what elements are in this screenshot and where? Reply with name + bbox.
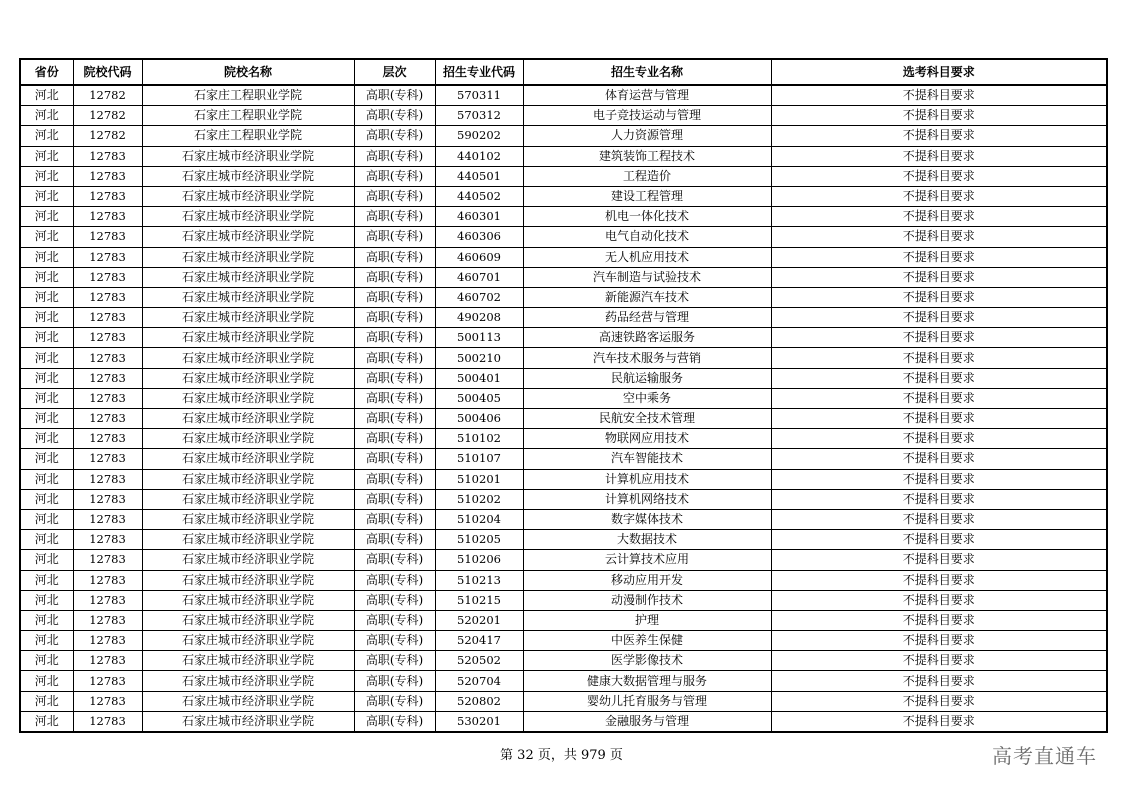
cell-subject-requirement: 不提科目要求 <box>771 85 1107 106</box>
cell-major-code: 460306 <box>435 227 523 247</box>
cell-major-name: 计算机网络技术 <box>523 489 771 509</box>
cell-major-name: 电气自动化技术 <box>523 227 771 247</box>
cell-major-code: 520802 <box>435 691 523 711</box>
cell-major-code: 500401 <box>435 368 523 388</box>
cell-major-code: 520201 <box>435 610 523 630</box>
cell-major-name: 建设工程管理 <box>523 186 771 206</box>
cell-school-name: 石家庄城市经济职业学院 <box>142 570 354 590</box>
cell-major-name: 电子竞技运动与管理 <box>523 106 771 126</box>
cell-subject-requirement: 不提科目要求 <box>771 106 1107 126</box>
cell-school-name: 石家庄城市经济职业学院 <box>142 671 354 691</box>
cell-province: 河北 <box>20 146 73 166</box>
cell-school-code: 12783 <box>73 328 142 348</box>
cell-subject-requirement: 不提科目要求 <box>771 388 1107 408</box>
cell-province: 河北 <box>20 308 73 328</box>
cell-level: 高职(专科) <box>354 308 435 328</box>
table-row <box>20 671 1107 691</box>
cell-province: 河北 <box>20 409 73 429</box>
cell-major-code: 510201 <box>435 469 523 489</box>
table-row <box>20 146 1107 166</box>
cell-subject-requirement: 不提科目要求 <box>771 267 1107 287</box>
table-row <box>20 489 1107 509</box>
cell-school-code: 12783 <box>73 429 142 449</box>
cell-school-code: 12783 <box>73 409 142 429</box>
cell-school-code: 12783 <box>73 711 142 732</box>
cell-major-name: 大数据技术 <box>523 530 771 550</box>
table-row <box>20 469 1107 489</box>
cell-major-name: 云计算技术应用 <box>523 550 771 570</box>
cell-major-name: 健康大数据管理与服务 <box>523 671 771 691</box>
cell-school-code: 12783 <box>73 671 142 691</box>
header-major-code: 招生专业代码 <box>435 59 523 85</box>
cell-school-name: 石家庄城市经济职业学院 <box>142 287 354 307</box>
cell-major-code: 530201 <box>435 711 523 732</box>
cell-school-code: 12783 <box>73 469 142 489</box>
cell-level: 高职(专科) <box>354 348 435 368</box>
table-row <box>20 509 1107 529</box>
cell-level: 高职(专科) <box>354 267 435 287</box>
cell-subject-requirement: 不提科目要求 <box>771 409 1107 429</box>
cell-school-name: 石家庄城市经济职业学院 <box>142 550 354 570</box>
cell-major-name: 工程造价 <box>523 166 771 186</box>
cell-level: 高职(专科) <box>354 691 435 711</box>
cell-subject-requirement: 不提科目要求 <box>771 126 1107 146</box>
cell-school-code: 12782 <box>73 126 142 146</box>
cell-major-name: 新能源汽车技术 <box>523 287 771 307</box>
cell-major-name: 民航运输服务 <box>523 368 771 388</box>
cell-province: 河北 <box>20 590 73 610</box>
cell-level: 高职(专科) <box>354 85 435 106</box>
cell-province: 河北 <box>20 186 73 206</box>
cell-province: 河北 <box>20 509 73 529</box>
cell-province: 河北 <box>20 691 73 711</box>
header-major-name: 招生专业名称 <box>523 59 771 85</box>
cell-level: 高职(专科) <box>354 610 435 630</box>
table-row <box>20 530 1107 550</box>
cell-major-code: 510215 <box>435 590 523 610</box>
cell-school-name: 石家庄城市经济职业学院 <box>142 590 354 610</box>
table-row <box>20 166 1107 186</box>
cell-major-code: 510206 <box>435 550 523 570</box>
header-province: 省份 <box>20 59 73 85</box>
cell-major-name: 药品经营与管理 <box>523 308 771 328</box>
table-row <box>20 429 1107 449</box>
cell-province: 河北 <box>20 711 73 732</box>
cell-school-name: 石家庄城市经济职业学院 <box>142 146 354 166</box>
cell-school-name: 石家庄城市经济职业学院 <box>142 711 354 732</box>
cell-province: 河北 <box>20 550 73 570</box>
cell-level: 高职(专科) <box>354 207 435 227</box>
cell-school-name: 石家庄工程职业学院 <box>142 85 354 106</box>
cell-major-name: 移动应用开发 <box>523 570 771 590</box>
cell-level: 高职(专科) <box>354 368 435 388</box>
cell-major-name: 空中乘务 <box>523 388 771 408</box>
cell-major-code: 570312 <box>435 106 523 126</box>
cell-subject-requirement: 不提科目要求 <box>771 530 1107 550</box>
cell-major-code: 460609 <box>435 247 523 267</box>
cell-major-name: 金融服务与管理 <box>523 711 771 732</box>
cell-school-code: 12782 <box>73 85 142 106</box>
cell-level: 高职(专科) <box>354 429 435 449</box>
cell-level: 高职(专科) <box>354 126 435 146</box>
cell-school-code: 12783 <box>73 308 142 328</box>
cell-major-name: 婴幼儿托育服务与管理 <box>523 691 771 711</box>
cell-subject-requirement: 不提科目要求 <box>771 368 1107 388</box>
table-row <box>20 308 1107 328</box>
cell-major-code: 460702 <box>435 287 523 307</box>
cell-major-code: 570311 <box>435 85 523 106</box>
cell-school-name: 石家庄城市经济职业学院 <box>142 469 354 489</box>
cell-major-code: 500210 <box>435 348 523 368</box>
cell-province: 河北 <box>20 328 73 348</box>
cell-level: 高职(专科) <box>354 186 435 206</box>
cell-school-code: 12783 <box>73 287 142 307</box>
cell-school-code: 12783 <box>73 146 142 166</box>
cell-subject-requirement: 不提科目要求 <box>771 247 1107 267</box>
cell-level: 高职(专科) <box>354 671 435 691</box>
cell-level: 高职(专科) <box>354 146 435 166</box>
cell-level: 高职(专科) <box>354 570 435 590</box>
cell-school-code: 12782 <box>73 106 142 126</box>
cell-school-name: 石家庄城市经济职业学院 <box>142 207 354 227</box>
cell-subject-requirement: 不提科目要求 <box>771 308 1107 328</box>
cell-school-code: 12783 <box>73 247 142 267</box>
cell-school-code: 12783 <box>73 166 142 186</box>
table-row <box>20 691 1107 711</box>
cell-province: 河北 <box>20 610 73 630</box>
cell-province: 河北 <box>20 207 73 227</box>
cell-major-code: 510102 <box>435 429 523 449</box>
cell-subject-requirement: 不提科目要求 <box>771 328 1107 348</box>
cell-school-name: 石家庄城市经济职业学院 <box>142 409 354 429</box>
cell-province: 河北 <box>20 85 73 106</box>
cell-major-name: 物联网应用技术 <box>523 429 771 449</box>
cell-province: 河北 <box>20 227 73 247</box>
cell-major-code: 510202 <box>435 489 523 509</box>
cell-school-code: 12783 <box>73 570 142 590</box>
cell-level: 高职(专科) <box>354 409 435 429</box>
cell-subject-requirement: 不提科目要求 <box>771 429 1107 449</box>
cell-province: 河北 <box>20 388 73 408</box>
cell-level: 高职(专科) <box>354 631 435 651</box>
cell-school-code: 12783 <box>73 691 142 711</box>
cell-province: 河北 <box>20 267 73 287</box>
cell-school-name: 石家庄城市经济职业学院 <box>142 388 354 408</box>
cell-major-name: 体育运营与管理 <box>523 85 771 106</box>
cell-school-name: 石家庄城市经济职业学院 <box>142 530 354 550</box>
cell-province: 河北 <box>20 651 73 671</box>
cell-province: 河北 <box>20 449 73 469</box>
table-row <box>20 651 1107 671</box>
cell-subject-requirement: 不提科目要求 <box>771 550 1107 570</box>
cell-major-code: 500405 <box>435 388 523 408</box>
cell-level: 高职(专科) <box>354 711 435 732</box>
cell-subject-requirement: 不提科目要求 <box>771 631 1107 651</box>
cell-province: 河北 <box>20 126 73 146</box>
cell-major-name: 建筑装饰工程技术 <box>523 146 771 166</box>
cell-subject-requirement: 不提科目要求 <box>771 449 1107 469</box>
cell-major-code: 440102 <box>435 146 523 166</box>
cell-school-name: 石家庄城市经济职业学院 <box>142 489 354 509</box>
cell-school-code: 12783 <box>73 186 142 206</box>
header-subject-requirement: 选考科目要求 <box>771 59 1107 85</box>
cell-major-name: 汽车制造与试验技术 <box>523 267 771 287</box>
cell-subject-requirement: 不提科目要求 <box>771 570 1107 590</box>
cell-subject-requirement: 不提科目要求 <box>771 651 1107 671</box>
cell-level: 高职(专科) <box>354 247 435 267</box>
cell-school-name: 石家庄城市经济职业学院 <box>142 631 354 651</box>
cell-major-name: 人力资源管理 <box>523 126 771 146</box>
cell-level: 高职(专科) <box>354 388 435 408</box>
table-row <box>20 449 1107 469</box>
cell-major-code: 460701 <box>435 267 523 287</box>
cell-major-name: 汽车智能技术 <box>523 449 771 469</box>
table-row <box>20 267 1107 287</box>
cell-school-name: 石家庄工程职业学院 <box>142 126 354 146</box>
cell-school-name: 石家庄城市经济职业学院 <box>142 267 354 287</box>
cell-province: 河北 <box>20 530 73 550</box>
cell-province: 河北 <box>20 570 73 590</box>
cell-school-name: 石家庄城市经济职业学院 <box>142 368 354 388</box>
cell-subject-requirement: 不提科目要求 <box>771 489 1107 509</box>
cell-major-name: 中医养生保健 <box>523 631 771 651</box>
cell-province: 河北 <box>20 348 73 368</box>
cell-province: 河北 <box>20 166 73 186</box>
cell-level: 高职(专科) <box>354 227 435 247</box>
cell-major-code: 500113 <box>435 328 523 348</box>
table-row <box>20 227 1107 247</box>
cell-school-code: 12783 <box>73 489 142 509</box>
cell-level: 高职(专科) <box>354 166 435 186</box>
cell-level: 高职(专科) <box>354 469 435 489</box>
cell-subject-requirement: 不提科目要求 <box>771 610 1107 630</box>
table-body <box>20 85 1107 732</box>
page-number: 第 32 页，共 979 页 <box>500 748 623 763</box>
cell-major-name: 无人机应用技术 <box>523 247 771 267</box>
cell-major-code: 510204 <box>435 509 523 529</box>
cell-province: 河北 <box>20 631 73 651</box>
cell-school-code: 12783 <box>73 590 142 610</box>
cell-school-code: 12783 <box>73 631 142 651</box>
table-row <box>20 287 1107 307</box>
cell-school-name: 石家庄工程职业学院 <box>142 106 354 126</box>
cell-major-name: 医学影像技术 <box>523 651 771 671</box>
table-row <box>20 711 1107 732</box>
cell-subject-requirement: 不提科目要求 <box>771 469 1107 489</box>
table-row <box>20 368 1107 388</box>
cell-school-name: 石家庄城市经济职业学院 <box>142 227 354 247</box>
cell-level: 高职(专科) <box>354 651 435 671</box>
cell-major-name: 数字媒体技术 <box>523 509 771 529</box>
cell-school-name: 石家庄城市经济职业学院 <box>142 247 354 267</box>
cell-school-code: 12783 <box>73 651 142 671</box>
cell-major-name: 动漫制作技术 <box>523 590 771 610</box>
cell-province: 河北 <box>20 106 73 126</box>
cell-major-name: 计算机应用技术 <box>523 469 771 489</box>
table-row <box>20 328 1107 348</box>
table-row <box>20 348 1107 368</box>
cell-province: 河北 <box>20 368 73 388</box>
cell-school-name: 石家庄城市经济职业学院 <box>142 186 354 206</box>
cell-province: 河北 <box>20 429 73 449</box>
cell-school-name: 石家庄城市经济职业学院 <box>142 509 354 529</box>
cell-major-name: 机电一体化技术 <box>523 207 771 227</box>
cell-subject-requirement: 不提科目要求 <box>771 590 1107 610</box>
header-school-name: 院校名称 <box>142 59 354 85</box>
cell-province: 河北 <box>20 671 73 691</box>
header-row <box>20 59 1107 85</box>
table-row <box>20 570 1107 590</box>
cell-major-code: 460301 <box>435 207 523 227</box>
cell-school-name: 石家庄城市经济职业学院 <box>142 449 354 469</box>
cell-school-code: 12783 <box>73 348 142 368</box>
cell-school-code: 12783 <box>73 227 142 247</box>
admission-table <box>19 58 1108 733</box>
cell-level: 高职(专科) <box>354 550 435 570</box>
cell-school-code: 12783 <box>73 267 142 287</box>
table-row <box>20 550 1107 570</box>
cell-subject-requirement: 不提科目要求 <box>771 186 1107 206</box>
cell-school-name: 石家庄城市经济职业学院 <box>142 308 354 328</box>
cell-subject-requirement: 不提科目要求 <box>771 711 1107 732</box>
table-row <box>20 207 1107 227</box>
cell-province: 河北 <box>20 247 73 267</box>
table-row <box>20 590 1107 610</box>
cell-school-name: 石家庄城市经济职业学院 <box>142 610 354 630</box>
cell-major-code: 500406 <box>435 409 523 429</box>
header-level: 层次 <box>354 59 435 85</box>
table-header <box>20 59 1107 85</box>
cell-major-name: 高速铁路客运服务 <box>523 328 771 348</box>
cell-major-code: 440501 <box>435 166 523 186</box>
table-row <box>20 610 1107 630</box>
cell-subject-requirement: 不提科目要求 <box>771 509 1107 529</box>
cell-major-name: 民航安全技术管理 <box>523 409 771 429</box>
cell-subject-requirement: 不提科目要求 <box>771 348 1107 368</box>
cell-subject-requirement: 不提科目要求 <box>771 671 1107 691</box>
cell-level: 高职(专科) <box>354 328 435 348</box>
cell-school-code: 12783 <box>73 610 142 630</box>
cell-major-code: 510205 <box>435 530 523 550</box>
cell-level: 高职(专科) <box>354 590 435 610</box>
cell-subject-requirement: 不提科目要求 <box>771 691 1107 711</box>
cell-school-code: 12783 <box>73 368 142 388</box>
cell-school-name: 石家庄城市经济职业学院 <box>142 691 354 711</box>
table-row <box>20 186 1107 206</box>
table-row <box>20 85 1107 106</box>
cell-major-code: 520704 <box>435 671 523 691</box>
cell-province: 河北 <box>20 287 73 307</box>
cell-major-code: 520502 <box>435 651 523 671</box>
cell-school-code: 12783 <box>73 550 142 570</box>
cell-major-name: 汽车技术服务与营销 <box>523 348 771 368</box>
table-row <box>20 388 1107 408</box>
cell-level: 高职(专科) <box>354 509 435 529</box>
table-row <box>20 106 1107 126</box>
cell-school-name: 石家庄城市经济职业学院 <box>142 651 354 671</box>
cell-level: 高职(专科) <box>354 449 435 469</box>
table-row <box>20 247 1107 267</box>
cell-school-code: 12783 <box>73 388 142 408</box>
cell-school-name: 石家庄城市经济职业学院 <box>142 348 354 368</box>
cell-subject-requirement: 不提科目要求 <box>771 227 1107 247</box>
cell-major-code: 520417 <box>435 631 523 651</box>
cell-level: 高职(专科) <box>354 287 435 307</box>
cell-school-code: 12783 <box>73 449 142 469</box>
cell-school-name: 石家庄城市经济职业学院 <box>142 166 354 186</box>
cell-province: 河北 <box>20 489 73 509</box>
watermark-logo-text: 高考直通车 <box>992 744 1097 768</box>
cell-subject-requirement: 不提科目要求 <box>771 287 1107 307</box>
cell-subject-requirement: 不提科目要求 <box>771 207 1107 227</box>
cell-school-name: 石家庄城市经济职业学院 <box>142 328 354 348</box>
cell-subject-requirement: 不提科目要求 <box>771 166 1107 186</box>
cell-school-code: 12783 <box>73 509 142 529</box>
cell-major-code: 440502 <box>435 186 523 206</box>
cell-major-name: 护理 <box>523 610 771 630</box>
cell-major-code: 510107 <box>435 449 523 469</box>
header-school-code: 院校代码 <box>73 59 142 85</box>
cell-level: 高职(专科) <box>354 106 435 126</box>
cell-school-name: 石家庄城市经济职业学院 <box>142 429 354 449</box>
cell-province: 河北 <box>20 469 73 489</box>
cell-level: 高职(专科) <box>354 530 435 550</box>
cell-major-code: 510213 <box>435 570 523 590</box>
cell-school-code: 12783 <box>73 530 142 550</box>
cell-subject-requirement: 不提科目要求 <box>771 146 1107 166</box>
cell-school-code: 12783 <box>73 207 142 227</box>
cell-major-code: 490208 <box>435 308 523 328</box>
table-row <box>20 409 1107 429</box>
cell-level: 高职(专科) <box>354 489 435 509</box>
table-row <box>20 631 1107 651</box>
table-row <box>20 126 1107 146</box>
cell-major-code: 590202 <box>435 126 523 146</box>
